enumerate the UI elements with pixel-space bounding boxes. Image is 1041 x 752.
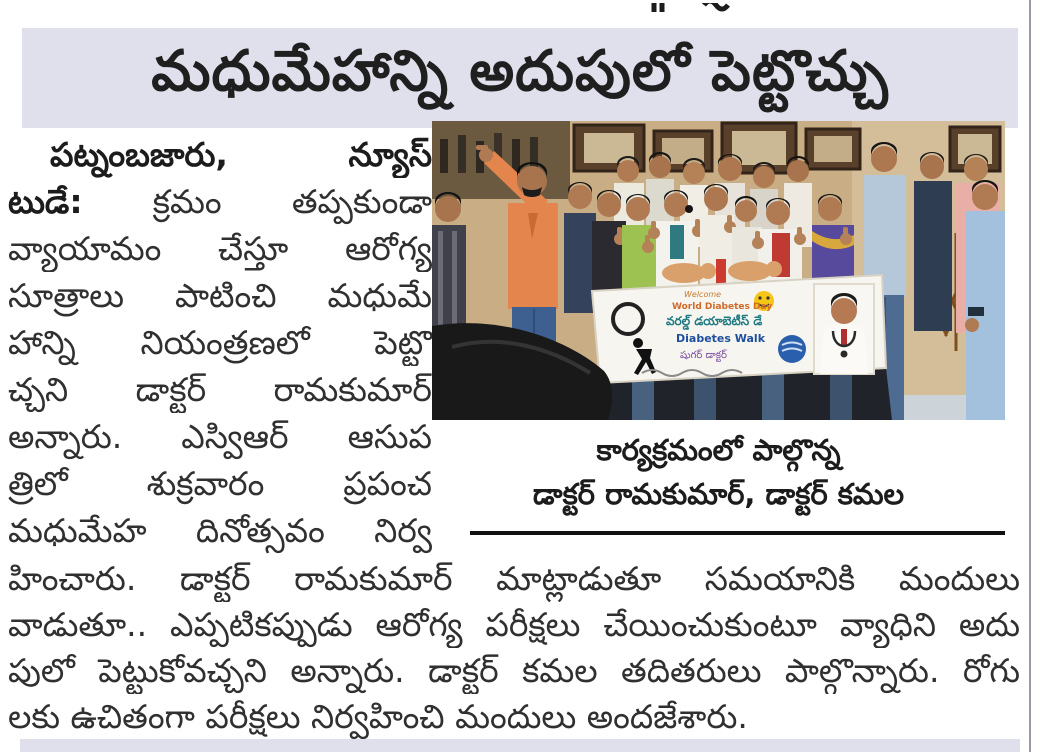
body-text-line: పులో పెట్టుకోవచ్చని అన్నారు. డాక్టర్ కమల తదితరులు పాల్గొన్నారు. రోగు <box>8 651 1020 690</box>
body-text-line: హించారు. డాక్టర్ రామకుమార్ మాట్లాడుతూ సమయానికి మందులు <box>8 559 1020 598</box>
body-text-line: హాన్ని నియంత్రణలో పెట్టొ <box>8 323 432 362</box>
photo-caption <box>432 428 1005 516</box>
banner <box>592 275 886 383</box>
dateline-continued: టుడే: <box>8 182 83 221</box>
article-left-column <box>8 131 432 554</box>
caption-line-1: కార్యక్రమంలో పాల్గొన్న <box>596 433 841 467</box>
dateline: పట్నంబజారు, న్యూస్ <box>50 135 432 174</box>
doctor-portrait <box>814 284 874 374</box>
banner-subtitle-te: షుగర్ డాక్టర్ <box>680 350 727 361</box>
body-text-line: అన్నారు. ఎస్విఆర్ ఆసుప <box>8 417 432 456</box>
caption-line-2: డాక్టర్ రామకుమార్, డాక్టర్ కమల <box>532 477 905 511</box>
banner-title-te: వరల్డ్ డయాబెటీస్ డే <box>666 314 763 328</box>
body-text-line <box>8 178 432 225</box>
body-text-line: మధుమేహ దినోత్సవం నిర్వ <box>8 511 432 550</box>
cropped-text-fragment <box>648 0 768 12</box>
body-text-line: సూత్రాలు పాటించి మధుమే <box>8 276 432 315</box>
caption-rule <box>470 531 1005 535</box>
news-photo <box>432 121 1005 420</box>
headline-band <box>22 28 1018 128</box>
page-title: మధుమేహాన్ని అదుపులో పెట్టొచ్చు <box>151 38 889 104</box>
banner-subtitle-en: Diabetes Walk <box>676 332 766 345</box>
body-text-line: వాడుతూ.. ఎప్పటికప్పుడు ఆరోగ్య పరీక్షలు చేయించుకుంటూ వ్యాధిని అదు <box>8 605 1020 644</box>
column-divider-right <box>1029 0 1031 752</box>
body-text-line: వ్యాయామం చేస్తూ ఆరోగ్య <box>8 229 432 268</box>
article-full-width <box>8 556 1020 740</box>
banner-title-en: World Diabetes Day <box>672 302 773 312</box>
body-text: క్రమం తప్పకుండా <box>152 182 432 221</box>
banner-welcome-text: Welcome <box>684 290 722 299</box>
next-article-band <box>20 739 1020 752</box>
photo-scene <box>432 121 1005 420</box>
body-text-line: చ్చని డాక్టర్ రామకుమార్ <box>8 370 432 409</box>
body-text-line: త్రిలో శుక్రవారం ప్రపంచ <box>8 464 432 503</box>
body-text-line: లకు ఉచితంగా పరీక్షలు నిర్వహించి మందులు అందజేశారు. <box>8 697 748 736</box>
cropped-glyphs <box>648 3 768 12</box>
